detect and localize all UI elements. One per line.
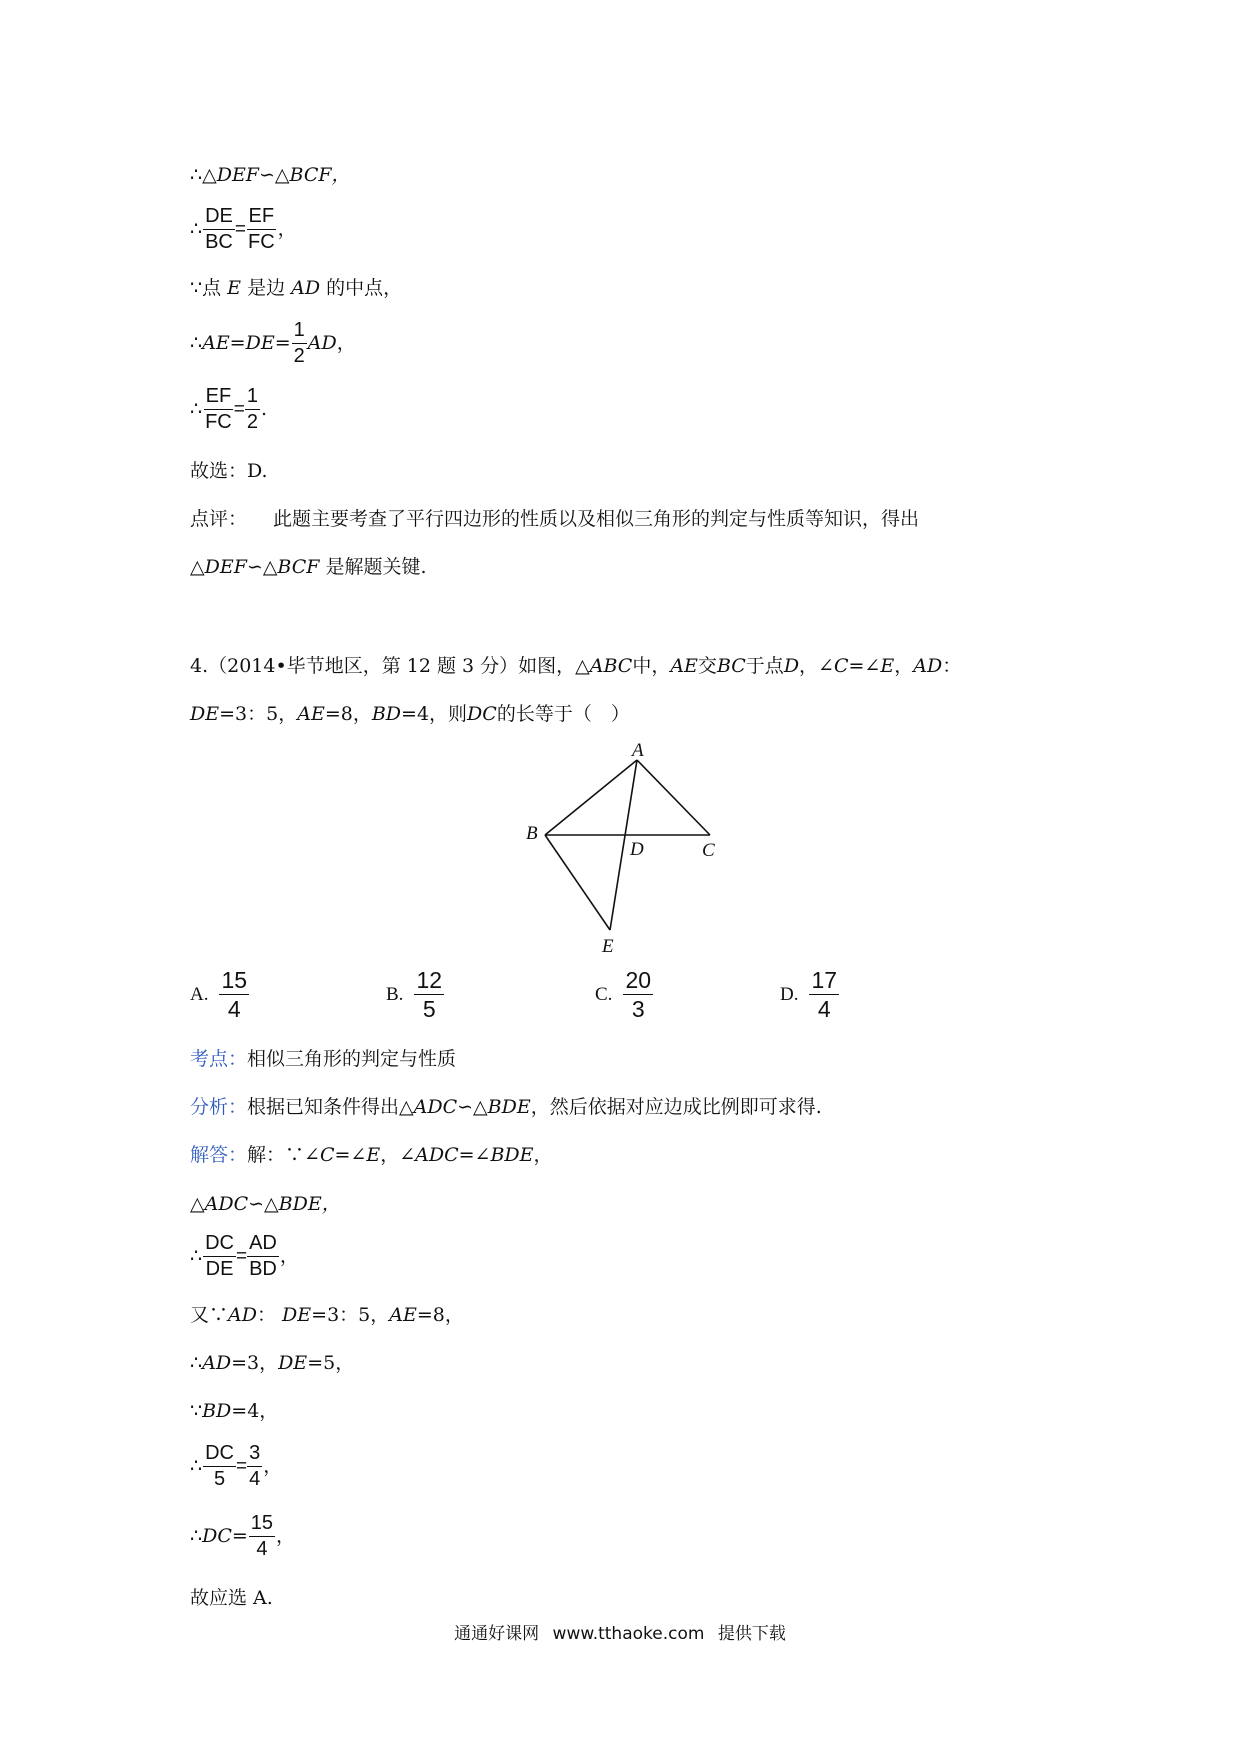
- fenxi-label: 分析：: [190, 1096, 248, 1118]
- fenxi: 分析： 根据已知条件得出△ ADC∽△BDE ，然后依据对应边成比例即可求得.: [190, 1096, 822, 1118]
- answer-a: 故应选 A.: [190, 1587, 273, 1609]
- step-adc-bde: △ADC∽△BDE，: [190, 1193, 341, 1215]
- fraction-ef-fc-2: $\frac{EF}{FC}$: [205, 385, 232, 433]
- step-ratio-dc-de: ∴ $\frac{DC}{DE}$ = $\frac{AD}{BD}$ ，: [190, 1232, 299, 1280]
- segment-be: [545, 835, 610, 930]
- step-midpoint: ∵ 点 E 是边 AD 的中点，: [190, 277, 403, 299]
- fraction-de-bc: $\frac{DE}{BC}$: [205, 205, 233, 253]
- step-dc-over-5: ∴ $\frac{DC}{5}$ = $\frac{3}{4}$ ，: [190, 1442, 283, 1490]
- step-bd-value: ∵ BD =4，: [190, 1400, 279, 1422]
- comment-label: 点评：: [190, 508, 248, 530]
- step-dc-result: ∴ DC = $\frac{15}{4}$ ，: [190, 1512, 296, 1560]
- step-ae-de-half: ∴ AE=DE= $\frac{1}{2}$ AD ，: [190, 319, 356, 367]
- footer-url[interactable]: www.tthaoke.com: [552, 1624, 705, 1644]
- step-ratio-de-bc: ∴ $\frac{DE}{BC}$ = $\frac{EF}{FC}$ ，: [190, 205, 297, 253]
- similar-statement: △DEF∽△BCF，: [202, 164, 351, 186]
- option-a[interactable]: A. $\frac{15}{4}$: [190, 967, 248, 1023]
- answer-d: 故选：D.: [190, 460, 268, 482]
- footer-action: 提供下载: [717, 1624, 786, 1644]
- footer-site: 通通好课网: [454, 1624, 540, 1644]
- comment: [190, 510, 919, 529]
- triangle-figure: [520, 740, 740, 960]
- option-d[interactable]: D. $\frac{17}{4}$: [780, 967, 838, 1023]
- question-line-2: DE =3：5， AE =8， BD =4，则 DC 的长等于（ ）: [190, 703, 630, 725]
- option-c[interactable]: C. $\frac{20}{3}$: [595, 967, 652, 1023]
- step-ef-fc-ratio: ∴ $\frac{EF}{FC}$ = $\frac{1}{2}$ .: [190, 385, 268, 433]
- comment-line2: △DEF∽△BCF 是解题关键.: [190, 556, 427, 578]
- comment-text: 此题主要考查了平行四边形的性质以及相似三角形的判定与性质等知识，得出: [273, 508, 920, 530]
- page-footer: [0, 1619, 1240, 1644]
- segment-ab: [545, 760, 637, 835]
- fraction-ef-fc: $\frac{EF}{FC}$: [248, 205, 275, 253]
- fraction-one-half: $\frac{1}{2}$: [293, 319, 305, 367]
- label-a: A: [632, 740, 644, 761]
- jieda: 解答： 解：∵∠ C =∠ E ，∠ ADC =∠ BDE ，: [190, 1144, 553, 1166]
- label-d: D: [630, 839, 644, 860]
- fraction-half-2: $\frac{1}{2}$: [246, 385, 258, 433]
- label-b: B: [526, 823, 538, 844]
- step-similar-triangles: ∴ △DEF∽△BCF，: [190, 164, 351, 186]
- segment-ac: [637, 760, 710, 835]
- label-c: C: [702, 840, 715, 861]
- option-b[interactable]: B. $\frac{12}{5}$: [386, 967, 443, 1023]
- step-given-ratio: 又∵ AD ： DE =3：5， AE =8，: [190, 1304, 464, 1326]
- jieda-label: 解答：: [190, 1144, 248, 1166]
- answer-options: [190, 968, 890, 1024]
- step-ad-de-values: ∴ AD =3， DE =5，: [190, 1352, 355, 1374]
- kaodian: 考点： 相似三角形的判定与性质: [190, 1048, 457, 1070]
- kaodian-label: 考点：: [190, 1048, 248, 1070]
- label-e: E: [602, 936, 614, 957]
- question-line-1: 4.（2014•毕节地区，第 12 题 3 分）如图，△ ABC 中， AE 交 BC 于点 D ，∠ C =∠ E ， AD ：: [190, 655, 962, 677]
